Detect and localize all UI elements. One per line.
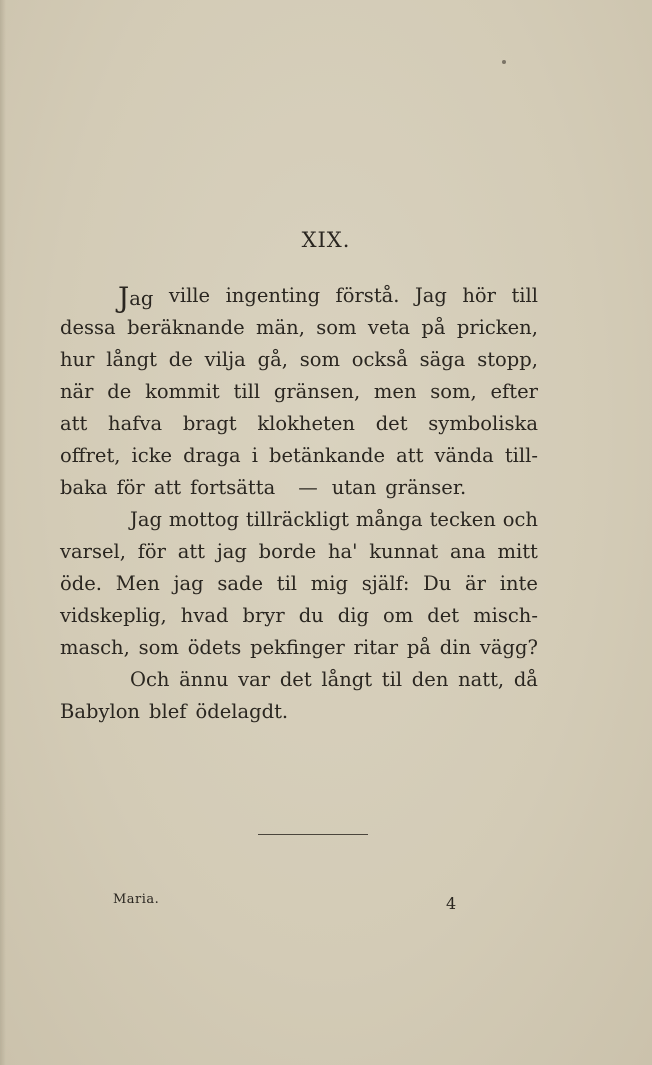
word: blef (149, 700, 187, 723)
word: kunnat (369, 540, 439, 563)
word: draga (183, 444, 241, 467)
word: mig (310, 572, 348, 595)
word: jag (173, 572, 204, 595)
word: til (276, 572, 298, 595)
word: icke (131, 444, 173, 467)
word: dessa (60, 316, 116, 339)
text-line (60, 376, 538, 408)
word: den (411, 668, 449, 691)
word: de (107, 380, 132, 403)
word: dig (337, 604, 369, 627)
word: Du (423, 572, 452, 595)
word: Och (130, 668, 170, 691)
word: fortsätta (190, 476, 276, 499)
word: det (375, 412, 408, 435)
text-line (60, 536, 538, 568)
word: efter (490, 380, 538, 403)
word: också (351, 348, 408, 371)
word: beräknande (127, 316, 245, 339)
word: men (373, 380, 417, 403)
word: är (465, 572, 486, 595)
text-line (60, 344, 538, 376)
word: symboliska (428, 412, 538, 435)
word: det (427, 604, 460, 627)
chapter-heading: XIX. (301, 228, 351, 252)
word: säga (419, 348, 466, 371)
word: jag (216, 540, 247, 563)
page-edge-shadow (0, 0, 6, 1065)
word: att (396, 444, 424, 467)
text-line (60, 504, 538, 536)
word: var (238, 668, 271, 691)
word: gränser. (385, 476, 467, 499)
word: utan (331, 476, 377, 499)
word: stopp, (477, 348, 538, 371)
word: hör (462, 284, 496, 307)
word: till (233, 380, 261, 403)
text-line (60, 600, 538, 632)
word: vägg? (479, 636, 538, 659)
word: Babylon (60, 700, 140, 723)
text-line (60, 632, 538, 664)
word: de (168, 348, 193, 371)
word: långt (106, 348, 157, 371)
word: det (279, 668, 312, 691)
word: många (355, 508, 423, 531)
text-line (60, 696, 538, 728)
word: till- (504, 444, 538, 467)
word: tillräckligt (245, 508, 349, 531)
word: som (299, 348, 340, 371)
word: då (513, 668, 538, 691)
word: bragt (182, 412, 237, 435)
signature-mark: Maria. (113, 892, 160, 907)
word: betänkande (269, 444, 386, 467)
word: förstå. (335, 284, 400, 307)
word: hafva (108, 412, 163, 435)
text-line (60, 664, 538, 696)
word: ha' (327, 540, 358, 563)
word: att (60, 412, 88, 435)
word: ödelagdt. (195, 700, 289, 723)
body-text (60, 280, 538, 728)
word: sade (217, 572, 264, 595)
text-line (60, 408, 538, 440)
word: du (298, 604, 324, 627)
word: offret, (60, 444, 121, 467)
word: bryr (242, 604, 285, 627)
page-number: 4 (446, 894, 457, 913)
section-divider (258, 834, 368, 835)
word: att (177, 540, 206, 563)
word: borde (258, 540, 317, 563)
drop-letter: J (118, 281, 130, 314)
word: gå, (257, 348, 288, 371)
paper-speck (502, 60, 506, 64)
text-line (60, 312, 538, 344)
word: Jag (414, 284, 447, 307)
word: kommit (145, 380, 220, 403)
word: pricken, (456, 316, 538, 339)
word: Jag (130, 508, 162, 531)
word: hur (60, 348, 95, 371)
word: och (502, 508, 538, 531)
word: som, (430, 380, 477, 403)
word: Men (115, 572, 160, 595)
word: tecken (429, 508, 496, 531)
word: klokheten (257, 412, 355, 435)
word: långt (321, 668, 373, 691)
word: natt, (458, 668, 505, 691)
word: baka (60, 476, 108, 499)
word: mottog (168, 508, 239, 531)
word: ödets (187, 636, 242, 659)
word: öde. (60, 572, 102, 595)
word: ville (168, 284, 211, 307)
word: varsel, (60, 540, 126, 563)
word: som (316, 316, 357, 339)
word: i (251, 444, 258, 467)
text-line (60, 280, 538, 312)
word: ännu (179, 668, 229, 691)
word: för (137, 540, 166, 563)
word: ag (129, 287, 154, 310)
word: misch- (473, 604, 538, 627)
word: ritar (353, 636, 399, 659)
word: vidskeplig, (60, 604, 167, 627)
word: mitt (497, 540, 538, 563)
word: hvad (180, 604, 229, 627)
word: masch, (60, 636, 130, 659)
word: män, (256, 316, 305, 339)
text-line (60, 568, 538, 600)
word: inte (499, 572, 538, 595)
word: själf: (361, 572, 410, 595)
word: veta (367, 316, 410, 339)
word: vända (434, 444, 494, 467)
word: om (383, 604, 414, 627)
word: på (406, 636, 431, 659)
word: att (153, 476, 182, 499)
word: ingenting (225, 284, 321, 307)
word: ana (449, 540, 486, 563)
text-line (60, 472, 538, 504)
word: på (421, 316, 446, 339)
word: til (381, 668, 403, 691)
word: pekfinger (250, 636, 345, 659)
word: till (511, 284, 538, 307)
word: din (439, 636, 472, 659)
word: för (116, 476, 145, 499)
word: när (60, 380, 94, 403)
word: vilja (204, 348, 246, 371)
text-line (60, 440, 538, 472)
word: gränsen, (273, 380, 361, 403)
word: som (138, 636, 179, 659)
word: — (298, 476, 318, 499)
